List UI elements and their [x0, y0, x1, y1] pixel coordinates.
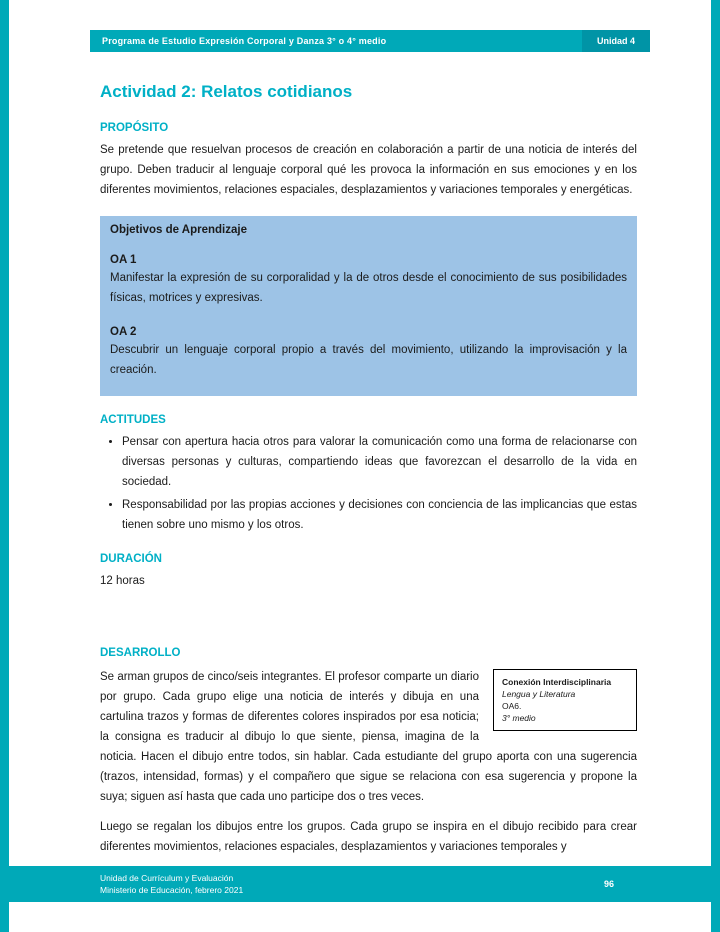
interdisciplinary-level: 3° medio	[502, 713, 536, 723]
desarrollo-heading: DESARROLLO	[100, 647, 181, 659]
footer-line-2: Ministerio de Educación, febrero 2021	[100, 885, 244, 895]
proposito-heading: PROPÓSITO	[100, 122, 169, 134]
header-title: Programa de Estudio Expresión Corporal y Danza 3° o 4° medio	[102, 36, 387, 46]
left-border-bar	[0, 0, 9, 932]
footer-bar	[9, 866, 711, 902]
actitudes-heading: ACTITUDES	[100, 414, 166, 426]
footer-line-1: Unidad de Currículum y Evaluación	[100, 873, 234, 883]
desarrollo-block	[100, 667, 637, 807]
actitudes-bullet-2: • Responsabilidad por las propias acciones y decisiones con conciencia de las implicancias que estas tienen sobre uno mismo y los otros.	[122, 495, 637, 535]
page-number: 96	[603, 879, 614, 889]
right-border-bar	[711, 0, 720, 932]
objectives-box-heading: Objetivos de Aprendizaje	[110, 224, 247, 236]
proposito-text: Se pretende que resuelvan procesos de creación en colaboración a partir de una noticia de interés del grupo. Deben traducir al lenguaje corporal qué les provoca la información en sus emociones y en los diferentes movimientos, relaciones espaciales, desplazamientos y variaciones temporales y energéticas.	[100, 144, 637, 196]
interdisciplinary-subject: Lengua y Literatura	[502, 689, 576, 699]
unit-badge: Unidad 4	[582, 30, 650, 52]
oa1-label: OA 1	[110, 254, 137, 266]
footer-credits	[100, 872, 243, 896]
desarrollo-paragraph-2: Luego se regalan los dibujos entre los grupos. Cada grupo se inspira en el dibujo recibido para crear diferentes movimientos, relaciones espaciales, desplazamientos y variaciones temporales y	[100, 821, 637, 853]
header-bar	[90, 30, 650, 52]
oa2-label: OA 2	[110, 326, 137, 338]
interdisciplinary-oa: OA6.	[502, 701, 522, 711]
objectives-box	[100, 216, 637, 396]
section-spacer	[100, 601, 637, 629]
duracion-value: 12 horas	[100, 575, 145, 587]
interdisciplinary-connection-box	[493, 669, 637, 731]
interdisciplinary-box-title: Conexión Interdisciplinaria	[502, 677, 612, 687]
oa2-text: Descubrir un lenguaje corporal propio a través del movimiento, utilizando la improvisación y la creación.	[110, 344, 627, 376]
oa1-text: Manifestar la expresión de su corporalidad y la de otros desde el conocimiento de sus posibilidades físicas, motrices y expresivas.	[110, 272, 627, 304]
page-content	[100, 82, 637, 867]
duracion-heading: DURACIÓN	[100, 553, 162, 565]
desarrollo-paragraph-1: Se arman grupos de cinco/seis integrantes. El profesor comparte un diario por grupo. Cada grupo elige una noticia de interés y dibuja en una cartulina trazos y formas de diferentes colores inspirados por esa noticia; la consigna es traducir al dibujo lo que siente, piensa, imagina de la noticia. Hacen el dibujo entre todos, sin hablar. Cada estudiante del grupo aporta con una sugerencia (trazos, intensidad, formas) y el compañero que sigue se relaciona con esa sugerencia y propone la suya; siguen así hasta que cada uno participe dos o tres veces.	[100, 671, 637, 803]
actitudes-bullet-1: • Pensar con apertura hacia otros para valorar la comunicación como una forma de relacionarse con diversas personas y culturas, compartiendo ideas que favorezcan el desarrollo de la vida en sociedad.	[122, 432, 637, 492]
actitudes-list	[100, 432, 637, 535]
activity-title: Actividad 2: Relatos cotidianos	[100, 82, 353, 101]
